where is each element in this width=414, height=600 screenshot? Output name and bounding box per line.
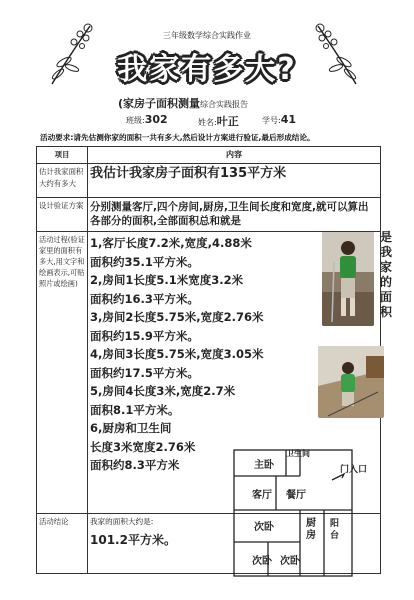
page-title: 我家有多大?: [117, 52, 297, 87]
conclusion-printed: 我家的面积大约是:: [90, 517, 154, 526]
report-subtitle-handwritten: (家房子面积测量: [118, 97, 201, 110]
process-label: 活动过程(验证家里的面积有多大,用文字和绘画表示,可贴照片或绘画): [37, 232, 88, 514]
process-line: 3,房间2长度5.75米,宽度2.76米: [90, 310, 264, 324]
room-label: 次卧: [254, 522, 274, 533]
room-label: 客厅: [252, 490, 272, 501]
process-line: 面积约16.3平方米。: [90, 291, 199, 306]
process-line: 1,客厅长度7.2米,宽度,4.88米: [90, 236, 252, 250]
room-label: 卫生间: [286, 449, 310, 458]
process-line: 5,房间4长度3米,宽度2.7米: [90, 384, 236, 398]
conclusion-label: 活动结论: [37, 514, 88, 574]
report-subtitle: [118, 95, 248, 111]
process-line: 面积约15.9平方米。: [90, 328, 199, 343]
process-line: 面积约8.3平方米: [90, 458, 180, 472]
student-id-field: [262, 113, 296, 126]
report-subtitle-printed: 综合实践报告: [200, 100, 249, 109]
table-head-content: 内容: [88, 147, 381, 164]
room-label: 次卧: [280, 556, 300, 567]
conclusion-value: 101.2平方米。: [90, 533, 176, 547]
process-line: 面积8.1平方米。: [90, 402, 180, 417]
room-label: 主卧: [254, 460, 274, 471]
plan-value: 分别测量客厅,四个房间,厨房,卫生间长度和宽度,就可以算出各部分的面积,全部面积总和就是: [88, 198, 381, 232]
table-head-item: 项目: [37, 147, 88, 164]
process-line: 6,厨房和卫生间: [90, 421, 172, 435]
photo-child-measuring-1: [322, 232, 374, 326]
class-label: 班级:: [126, 116, 145, 125]
name-field: [198, 113, 239, 129]
photo-child-measuring-2: [318, 346, 384, 418]
process-line: 面积约17.5平方米。: [90, 365, 199, 380]
process-line: 长度3米宽度2.76米: [90, 439, 196, 454]
room-label: 厨房: [306, 518, 316, 541]
name-label: 姓名:: [198, 118, 217, 127]
class-value: 302: [144, 113, 168, 126]
room-label: 次卧: [252, 556, 272, 567]
estimate-label: 估计我家面积大约有多大: [37, 164, 88, 198]
plan-label: 设计验证方案: [37, 198, 88, 232]
class-field: [126, 113, 168, 126]
side-note: 是我家的面积: [380, 230, 393, 319]
room-label: 门入口: [340, 465, 368, 475]
process-line: 面积约35.1平方米。: [90, 254, 199, 269]
room-label: 餐厅: [286, 490, 306, 501]
student-id-value: 41: [280, 113, 297, 126]
header-top-line: 三年级数学综合实践作业: [163, 31, 251, 40]
estimate-value: 我估计我家房子面积有135平方米: [88, 164, 381, 198]
process-line: 4,房间3长度5.75米,宽度3.05米: [90, 347, 264, 361]
process-line: 2,房间1长度5.1米宽度3.2米: [90, 273, 244, 287]
student-id-label: 学号:: [262, 116, 281, 125]
name-value: 叶正: [216, 115, 239, 128]
activity-requirement: 活动要求:请先估测你家的面积一共有多大,然后设计方案进行验证,最后形成结论。: [40, 133, 315, 142]
room-label: 阳台: [330, 519, 340, 541]
